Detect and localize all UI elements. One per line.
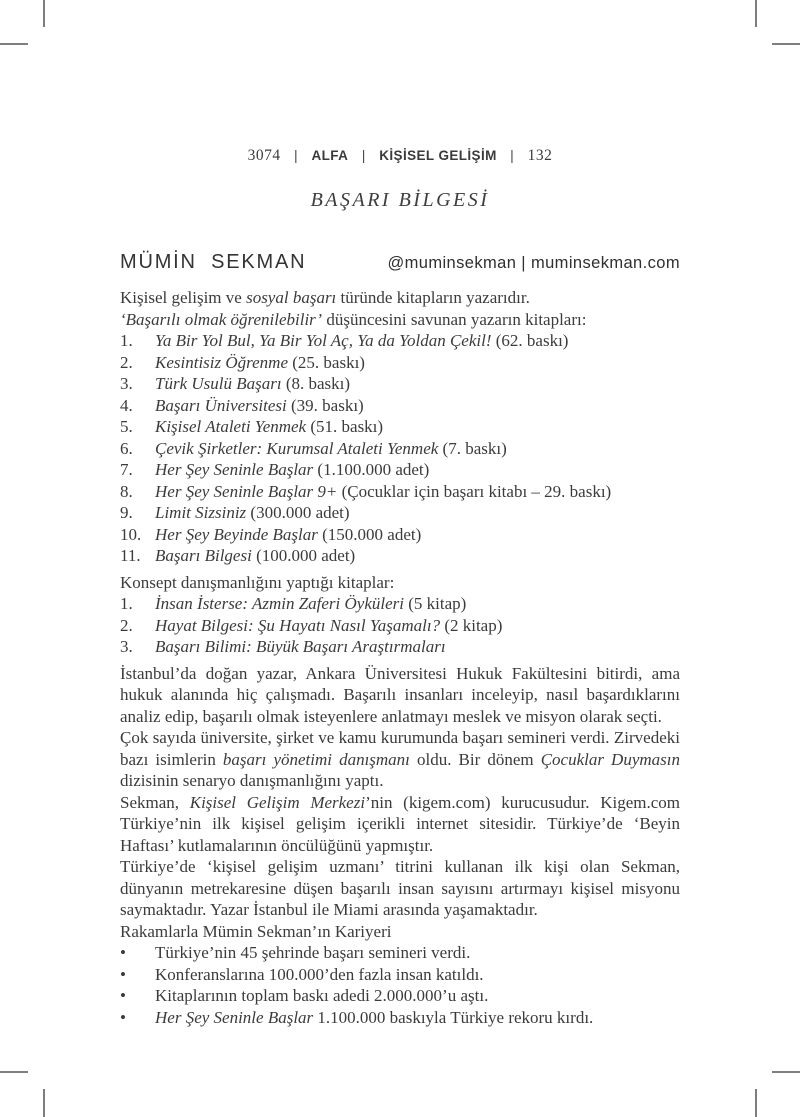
text-run: düşüncesini savunan yazarın kitapları:	[322, 309, 587, 329]
list-marker: 2.	[120, 352, 133, 372]
books-list	[120, 330, 680, 567]
crop-mark-top-left-horizontal	[0, 43, 28, 45]
list-marker: •	[120, 986, 126, 1005]
list-marker: 7.	[120, 460, 133, 479]
list-item	[120, 352, 680, 374]
italic-text-run: sosyal başarı	[246, 288, 337, 307]
list-item-text	[155, 615, 680, 637]
list-marker: •	[120, 964, 126, 984]
italic-text-run: Her Şey Beyinde Başlar	[155, 524, 318, 544]
list-item-text	[155, 545, 680, 567]
intro-line	[120, 309, 680, 331]
text-run: (25. baskı)	[288, 352, 365, 372]
separator-pipe: |	[361, 147, 366, 163]
list-marker: 6.	[120, 438, 133, 458]
list-marker: 4.	[120, 395, 133, 415]
crop-mark-top-right-vertical	[755, 0, 757, 27]
italic-text-run: Çevik Şirketler: Kurumsal Ataleti Yenmek	[155, 438, 439, 458]
list-marker: 1.	[120, 331, 133, 350]
italic-text-run: İnsan İsterse: Azmin Zaferi Öyküleri	[155, 594, 404, 613]
text-run: (1.100.000 adet)	[313, 460, 430, 479]
running-head	[0, 147, 800, 165]
text-run: (300.000 adet)	[246, 503, 350, 522]
italic-text-run: Kişisel Gelişim Merkezi	[189, 792, 366, 812]
separator-pipe: |	[510, 147, 515, 163]
list-item-text	[155, 593, 680, 615]
list-item-text	[155, 985, 680, 1007]
seminars-paragraph	[120, 727, 680, 792]
list-marker: 1.	[120, 594, 133, 613]
list-item-text	[155, 1007, 680, 1029]
text-run: ’nin (kigem.com) kurucusudur. Kigem.com Türkiye’nin ilk kişisel gelişim içerikli internet sitesidir. Türkiye’de ‘Beyin Haftası’ kutlamalarının öncülüğünü yapmıştır.	[120, 792, 680, 855]
mission-paragraph	[120, 856, 680, 921]
list-marker: •	[120, 1007, 126, 1027]
italic-text-run: Türk Usulü Başarı	[155, 374, 282, 393]
text-run: (8. baskı)	[281, 374, 351, 393]
list-item	[120, 416, 680, 438]
list-item	[120, 636, 680, 658]
career-block	[120, 921, 680, 1029]
italic-text-run: Başarı Bilgesi	[155, 546, 252, 565]
career-bullet-list	[120, 942, 680, 1028]
publisher-name: ALFA	[311, 148, 349, 163]
list-marker: 2.	[120, 615, 133, 635]
author-line	[120, 251, 680, 274]
text-run: (150.000 adet)	[317, 524, 422, 544]
consulting-heading: Konsept danışmanlığını yaptığı kitaplar:	[120, 572, 395, 592]
text-run: türünde kitapların yazarıdır.	[336, 288, 530, 307]
text-run: (7. baskı)	[438, 438, 507, 458]
kigem-paragraph	[120, 792, 680, 857]
list-item	[120, 395, 680, 417]
book-title: BAŞARI BİLGESİ	[310, 189, 490, 211]
category-label: KİŞİSEL GELİŞİM	[379, 148, 497, 163]
crop-mark-top-left-vertical	[43, 0, 45, 27]
list-marker: •	[120, 943, 126, 962]
text-run: (100.000 adet)	[251, 546, 356, 565]
list-marker: 3.	[120, 637, 133, 656]
italic-text-run: Her Şey Seninle Başlar	[155, 460, 314, 479]
crop-mark-bottom-left-vertical	[43, 1089, 45, 1117]
page-body	[120, 287, 680, 1028]
crop-mark-top-right-horizontal	[772, 43, 800, 45]
consulting-list	[120, 593, 680, 658]
bio-paragraph	[120, 663, 680, 728]
list-item	[120, 964, 680, 986]
list-item-text	[155, 636, 680, 658]
text-run: (62. baskı)	[491, 331, 569, 350]
list-item	[120, 373, 680, 395]
crop-mark-bottom-right-vertical	[755, 1089, 757, 1117]
consulting-block	[120, 572, 680, 658]
list-item-text	[155, 373, 680, 395]
crop-mark-bottom-right-horizontal	[772, 1071, 800, 1073]
list-item	[120, 524, 680, 546]
separator-pipe: |	[293, 147, 299, 163]
text-run: 1.100.000 baskıyla Türkiye rekoru kırdı.	[313, 1007, 594, 1027]
series-number: 3074	[247, 147, 281, 164]
text-run: Konferanslarına 100.000’den fazla insan katıldı.	[155, 964, 484, 984]
list-item	[120, 593, 680, 615]
list-item-text	[155, 330, 680, 352]
list-item-text	[155, 524, 680, 546]
text-run: (51. baskı)	[306, 417, 384, 436]
list-item-text	[155, 352, 680, 374]
list-item	[120, 502, 680, 524]
italic-text-run: Çocuklar Duymasın	[540, 749, 680, 769]
list-item	[120, 985, 680, 1007]
list-item-text	[155, 438, 680, 460]
list-marker: 3.	[120, 374, 133, 393]
list-marker: 5.	[120, 417, 133, 436]
list-marker: 10.	[120, 524, 142, 544]
text-run: Kişisel gelişim ve	[120, 288, 247, 307]
list-item-text	[155, 481, 680, 503]
italic-text-run: Her Şey Seninle Başlar	[155, 1007, 314, 1027]
intro-block	[120, 287, 680, 567]
list-item-text	[155, 942, 680, 964]
page-number: 132	[527, 147, 553, 164]
italic-text-run: Başarı Üniversitesi	[155, 395, 287, 415]
text-run: Türkiye’de ‘kişisel gelişim uzmanı’ titrini kullanan ilk kişi olan Sekman, dünyanın metrekaresine düşen başarılı insan sayısını artırmayı kişisel misyonu saymaktadır. Yazar İstanbul ile Miami arasında yaşamaktadır.	[120, 857, 680, 919]
list-item	[120, 615, 680, 637]
list-marker: 9.	[120, 503, 133, 522]
italic-text-run: ‘Başarılı olmak öğrenilebilir’	[120, 309, 323, 329]
list-item	[120, 438, 680, 460]
text-run: Kitaplarının toplam baskı adedi 2.000.000’u aştı.	[155, 986, 489, 1005]
list-item-text	[155, 459, 680, 481]
list-marker: 8.	[120, 481, 133, 501]
italic-text-run: Kişisel Ataleti Yenmek	[155, 417, 307, 436]
career-heading: Rakamlarla Mümin Sekman’ın Kariyeri	[120, 921, 392, 941]
list-item	[120, 1007, 680, 1029]
italic-text-run: Başarı Bilimi: Büyük Başarı Araştırmaları	[155, 637, 446, 656]
text-run: dizisinin senaryo danışmanlığını yaptı.	[120, 771, 384, 790]
list-marker: 11.	[120, 546, 141, 565]
text-run: (5 kitap)	[404, 594, 467, 613]
text-run: oldu. Bir dönem	[409, 749, 541, 769]
list-item-text	[155, 964, 680, 986]
text-run: (2 kitap)	[440, 615, 503, 635]
italic-text-run: Kesintisiz Öğrenme	[155, 352, 289, 372]
intro-line	[120, 287, 680, 309]
italic-text-run: başarı yönetimi danışmanı	[222, 749, 410, 769]
author-name: MÜMİN SEKMAN	[120, 251, 307, 273]
list-item-text	[155, 395, 680, 417]
list-item	[120, 330, 680, 352]
list-item	[120, 545, 680, 567]
italic-text-run: Limit Sizsiniz	[155, 503, 247, 522]
list-item	[120, 481, 680, 503]
list-item-text	[155, 416, 680, 438]
italic-text-run: Her Şey Seninle Başlar 9+	[155, 481, 338, 501]
author-social-handles: @muminsekman | muminsekman.com	[387, 254, 680, 272]
list-item	[120, 942, 680, 964]
text-run: Türkiye’nin 45 şehrinde başarı semineri verdi.	[155, 943, 471, 962]
text-run: Sekman,	[120, 792, 190, 812]
list-item-text	[155, 502, 680, 524]
text-run: (39. baskı)	[286, 395, 364, 415]
text-run: (Çocuklar için başarı kitabı – 29. baskı)	[337, 481, 612, 501]
italic-text-run: Hayat Bilgesi: Şu Hayatı Nasıl Yaşamalı?	[155, 615, 441, 635]
text-run: Çok sayıda üniversite, şirket ve kamu kurumunda başarı semineri verdi. Zirvedeki bazı isimlerin	[120, 728, 680, 769]
crop-mark-bottom-left-horizontal	[0, 1071, 28, 1073]
italic-text-run: Ya Bir Yol Bul, Ya Bir Yol Aç, Ya da Yoldan Çekil!	[155, 331, 492, 350]
list-item	[120, 459, 680, 481]
text-run: İstanbul’da doğan yazar, Ankara Üniversitesi Hukuk Fakültesini bitirdi, ama hukuk alanında hiç çalışmadı. Başarılı insanları inceleyip, nasıl başardıklarını analiz edip, başarılı olmak isteyenlere anlatmayı meslek ve misyon olarak seçti.	[120, 663, 680, 726]
